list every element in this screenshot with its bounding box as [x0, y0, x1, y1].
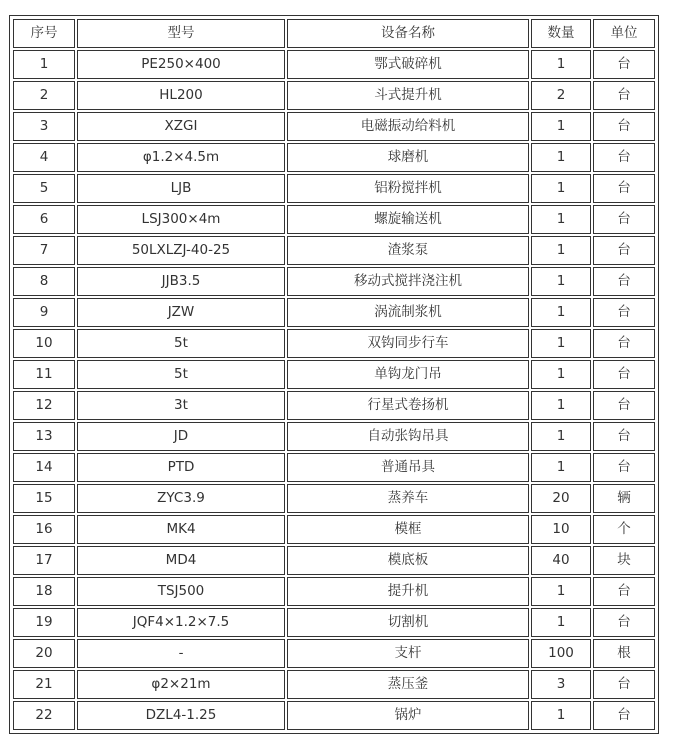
cell-quantity: 1	[531, 298, 591, 327]
header-equipment-name: 设备名称	[287, 19, 529, 48]
cell-quantity: 1	[531, 329, 591, 358]
table-row	[13, 329, 655, 358]
cell-model: PTD	[77, 453, 285, 482]
cell-model: JD	[77, 422, 285, 451]
cell-serial-number: 4	[13, 143, 75, 172]
table-row	[13, 81, 655, 110]
cell-unit: 台	[593, 112, 655, 141]
cell-quantity: 1	[531, 391, 591, 420]
cell-quantity: 1	[531, 608, 591, 637]
cell-equipment-name: 球磨机	[287, 143, 529, 172]
header-row	[13, 19, 655, 48]
cell-model: 50LXLZJ-40-25	[77, 236, 285, 265]
table-header	[13, 19, 655, 48]
cell-unit: 台	[593, 422, 655, 451]
cell-model: JQF4×1.2×7.5	[77, 608, 285, 637]
cell-quantity: 1	[531, 453, 591, 482]
header-unit: 单位	[593, 19, 655, 48]
cell-serial-number: 21	[13, 670, 75, 699]
cell-equipment-name: 电磁振动给料机	[287, 112, 529, 141]
cell-model: JZW	[77, 298, 285, 327]
table-row	[13, 701, 655, 730]
cell-serial-number: 11	[13, 360, 75, 389]
table-row	[13, 391, 655, 420]
cell-equipment-name: 提升机	[287, 577, 529, 606]
cell-equipment-name: 自动张钩吊具	[287, 422, 529, 451]
cell-quantity: 1	[531, 112, 591, 141]
cell-model: PE250×400	[77, 50, 285, 79]
cell-quantity: 1	[531, 205, 591, 234]
cell-quantity: 2	[531, 81, 591, 110]
table-row	[13, 236, 655, 265]
table-row	[13, 453, 655, 482]
cell-quantity: 40	[531, 546, 591, 575]
table-row	[13, 577, 655, 606]
cell-equipment-name: 普通吊具	[287, 453, 529, 482]
cell-equipment-name: 涡流制浆机	[287, 298, 529, 327]
table-row	[13, 422, 655, 451]
cell-quantity: 20	[531, 484, 591, 513]
cell-model: LSJ300×4m	[77, 205, 285, 234]
cell-unit: 个	[593, 515, 655, 544]
table-row	[13, 267, 655, 296]
cell-equipment-name: 蒸养车	[287, 484, 529, 513]
cell-quantity: 1	[531, 236, 591, 265]
cell-serial-number: 1	[13, 50, 75, 79]
cell-equipment-name: 铝粉搅拌机	[287, 174, 529, 203]
cell-equipment-name: 单钩龙门吊	[287, 360, 529, 389]
cell-serial-number: 12	[13, 391, 75, 420]
cell-unit: 台	[593, 205, 655, 234]
table-row	[13, 143, 655, 172]
cell-quantity: 10	[531, 515, 591, 544]
cell-equipment-name: 切割机	[287, 608, 529, 637]
cell-quantity: 1	[531, 174, 591, 203]
cell-unit: 台	[593, 143, 655, 172]
cell-serial-number: 13	[13, 422, 75, 451]
cell-serial-number: 20	[13, 639, 75, 668]
cell-quantity: 1	[531, 701, 591, 730]
cell-unit: 台	[593, 81, 655, 110]
cell-unit: 台	[593, 453, 655, 482]
header-serial-number: 序号	[13, 19, 75, 48]
cell-unit: 台	[593, 329, 655, 358]
cell-equipment-name: 双钩同步行车	[287, 329, 529, 358]
cell-model: XZGI	[77, 112, 285, 141]
table-body	[13, 50, 655, 730]
cell-model: JJB3.5	[77, 267, 285, 296]
cell-serial-number: 17	[13, 546, 75, 575]
cell-serial-number: 5	[13, 174, 75, 203]
cell-equipment-name: 渣浆泵	[287, 236, 529, 265]
equipment-table-frame	[9, 15, 659, 734]
header-quantity: 数量	[531, 19, 591, 48]
cell-model: MK4	[77, 515, 285, 544]
table-row	[13, 360, 655, 389]
cell-serial-number: 9	[13, 298, 75, 327]
cell-model: 5t	[77, 360, 285, 389]
cell-unit: 台	[593, 608, 655, 637]
cell-serial-number: 19	[13, 608, 75, 637]
cell-serial-number: 16	[13, 515, 75, 544]
cell-model: LJB	[77, 174, 285, 203]
cell-quantity: 1	[531, 143, 591, 172]
cell-model: MD4	[77, 546, 285, 575]
cell-unit: 辆	[593, 484, 655, 513]
table-row	[13, 205, 655, 234]
cell-quantity: 100	[531, 639, 591, 668]
cell-model: 3t	[77, 391, 285, 420]
cell-serial-number: 22	[13, 701, 75, 730]
cell-equipment-name: 斗式提升机	[287, 81, 529, 110]
cell-unit: 台	[593, 670, 655, 699]
table-row	[13, 174, 655, 203]
cell-unit: 台	[593, 298, 655, 327]
table-row	[13, 298, 655, 327]
cell-unit: 台	[593, 236, 655, 265]
cell-serial-number: 3	[13, 112, 75, 141]
cell-equipment-name: 鄂式破碎机	[287, 50, 529, 79]
cell-unit: 台	[593, 701, 655, 730]
cell-quantity: 3	[531, 670, 591, 699]
equipment-table	[11, 17, 657, 732]
cell-model: -	[77, 639, 285, 668]
cell-serial-number: 10	[13, 329, 75, 358]
cell-model: ZYC3.9	[77, 484, 285, 513]
cell-equipment-name: 模底板	[287, 546, 529, 575]
cell-serial-number: 8	[13, 267, 75, 296]
cell-quantity: 1	[531, 577, 591, 606]
cell-quantity: 1	[531, 422, 591, 451]
cell-serial-number: 2	[13, 81, 75, 110]
cell-quantity: 1	[531, 267, 591, 296]
cell-equipment-name: 支杆	[287, 639, 529, 668]
cell-unit: 台	[593, 267, 655, 296]
cell-quantity: 1	[531, 50, 591, 79]
cell-model: φ1.2×4.5m	[77, 143, 285, 172]
cell-model: 5t	[77, 329, 285, 358]
cell-serial-number: 6	[13, 205, 75, 234]
table-row	[13, 484, 655, 513]
table-row	[13, 670, 655, 699]
cell-equipment-name: 锅炉	[287, 701, 529, 730]
cell-unit: 台	[593, 577, 655, 606]
cell-model: DZL4-1.25	[77, 701, 285, 730]
cell-unit: 台	[593, 360, 655, 389]
cell-quantity: 1	[531, 360, 591, 389]
table-row	[13, 639, 655, 668]
cell-equipment-name: 模框	[287, 515, 529, 544]
cell-serial-number: 18	[13, 577, 75, 606]
cell-model: HL200	[77, 81, 285, 110]
cell-equipment-name: 蒸压釜	[287, 670, 529, 699]
table-row	[13, 546, 655, 575]
cell-unit: 根	[593, 639, 655, 668]
table-row	[13, 112, 655, 141]
table-row	[13, 50, 655, 79]
cell-equipment-name: 螺旋输送机	[287, 205, 529, 234]
cell-unit: 台	[593, 50, 655, 79]
table-row	[13, 515, 655, 544]
cell-model: φ2×21m	[77, 670, 285, 699]
cell-model: TSJ500	[77, 577, 285, 606]
cell-serial-number: 14	[13, 453, 75, 482]
cell-unit: 台	[593, 174, 655, 203]
cell-equipment-name: 移动式搅拌浇注机	[287, 267, 529, 296]
cell-serial-number: 7	[13, 236, 75, 265]
table-row	[13, 608, 655, 637]
cell-unit: 台	[593, 391, 655, 420]
header-model: 型号	[77, 19, 285, 48]
cell-equipment-name: 行星式卷扬机	[287, 391, 529, 420]
cell-serial-number: 15	[13, 484, 75, 513]
cell-unit: 块	[593, 546, 655, 575]
